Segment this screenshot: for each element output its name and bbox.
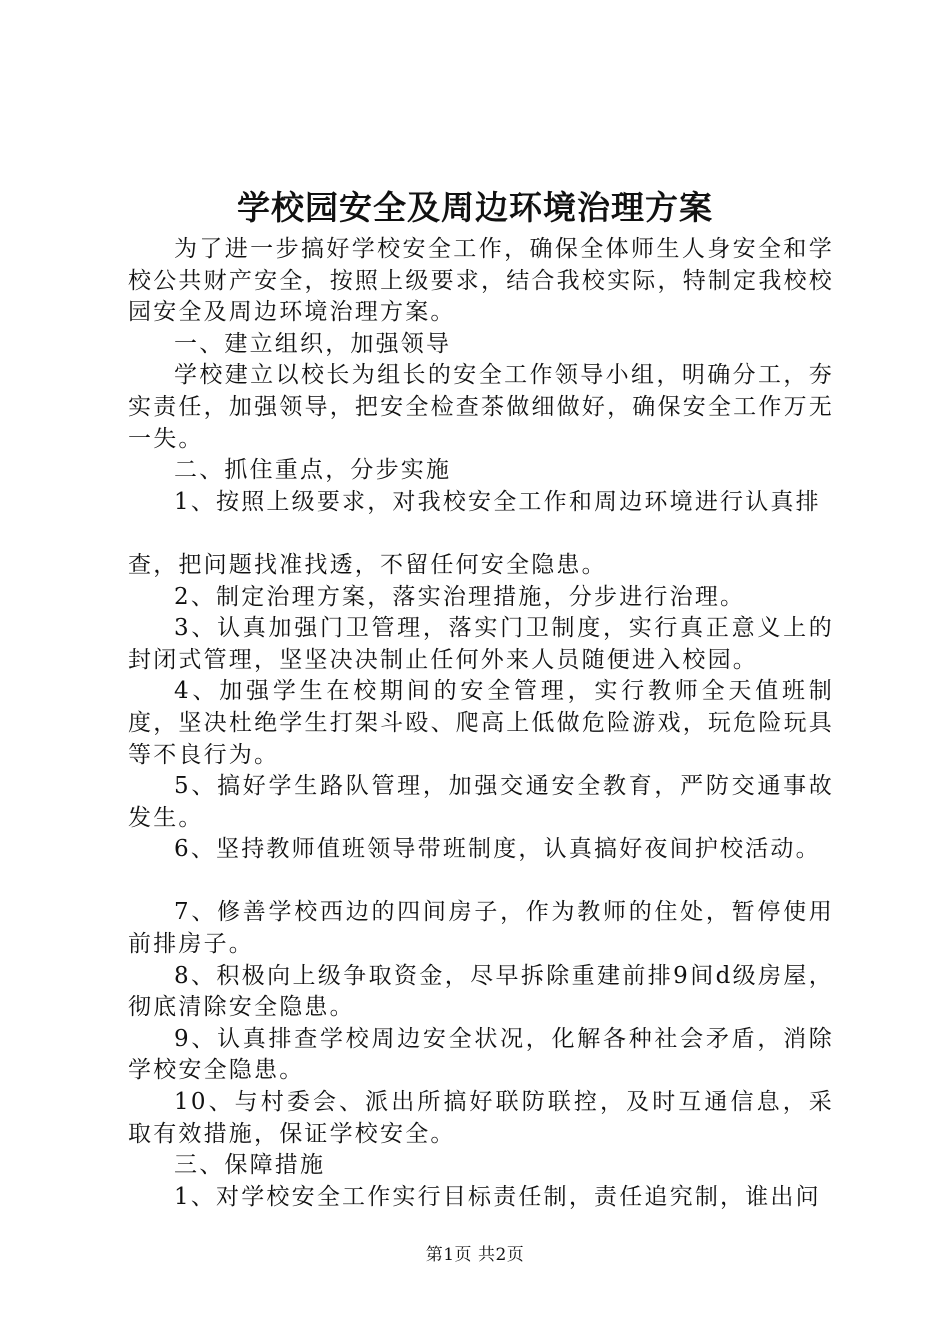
list-item: 10、与村委会、派出所搞好联防联控，及时互通信息，采取有效措施，保证学校安全。 <box>128 1089 834 1147</box>
list-item: 1、按照上级要求，对我校安全工作和周边环境进行认真排 <box>174 488 821 515</box>
page-footer: 第1页 共2页 <box>425 1245 525 1265</box>
paragraph: 学校建立以校长为组长的安全工作领导小组，明确分工，夯实责任，加强领导，把安全检查茶做细做好，确保安全工作万无一失。 <box>128 362 834 452</box>
list-item: 9、认真排查学校周边安全状况，化解各种社会矛盾，消除学校安全隐患。 <box>128 1025 834 1084</box>
list-item: 4、加强学生在校期间的安全管理，实行教师全天值班制度，坚决杜绝学生打架斗殴、爬高上低做危险游戏，玩危险玩具等不良行为。 <box>128 678 834 768</box>
list-item: 5、搞好学生路队管理，加强交通安全教育，严防交通事故发生。 <box>128 773 834 831</box>
document-title: 学校园安全及周边环境治理方案 <box>237 188 713 227</box>
section-heading-2: 二、抓住重点，分步实施 <box>174 457 452 484</box>
list-item: 8、积极向上级争取资金，尽早拆除重建前排9间d级房屋，彻底清除安全隐患。 <box>128 962 834 1021</box>
section-heading-3: 三、保障措施 <box>174 1152 326 1179</box>
list-item: 6、坚持教师值班领导带班制度，认真搞好夜间护校活动。 <box>174 836 821 863</box>
list-item: 2、制定治理方案，落实治理措施，分步进行治理。 <box>174 583 746 610</box>
list-item: 7、修善学校西边的四间房子，作为教师的住处，暂停使用前排房子。 <box>128 899 834 958</box>
list-item: 1、对学校安全工作实行目标责任制，责任追究制，谁出问 <box>174 1183 821 1210</box>
document-body <box>128 234 834 1213</box>
paragraph-intro: 为了进一步搞好学校安全工作，确保全体师生人身安全和学校公共财产安全，按照上级要求，结合我校实际，特制定我校校园安全及周边环境治理方案。 <box>128 236 834 326</box>
section-heading-1: 一、建立组织，加强领导 <box>174 330 452 357</box>
list-item: 3、认真加强门卫管理，落实门卫制度，实行真正意义上的封闭式管理，坚坚决决制止任何外来人员随便进入校园。 <box>128 615 834 673</box>
list-item-continuation: 查，把问题找准找透，不留任何安全隐患。 <box>128 551 607 578</box>
